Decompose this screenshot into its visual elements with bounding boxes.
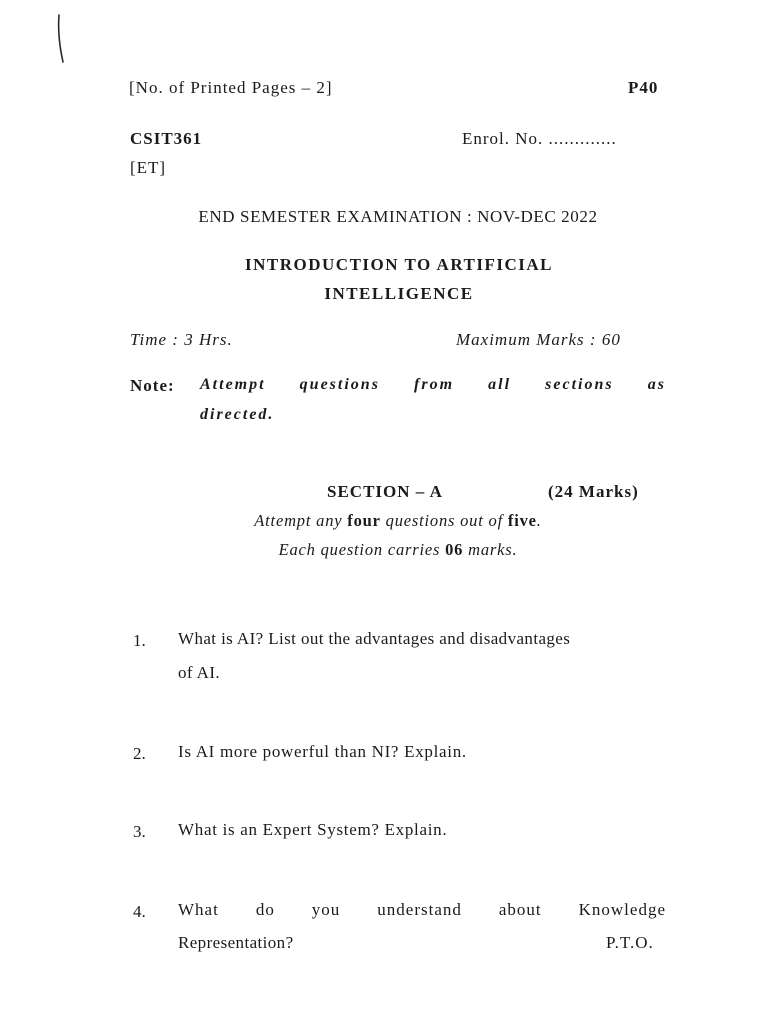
instr-bold: 06 (445, 540, 464, 559)
question-text (178, 900, 666, 920)
section-a-marks: (24 Marks) (548, 482, 639, 501)
note-label: Note: (130, 376, 175, 395)
note-word: all (488, 376, 512, 393)
question-word: about (498, 900, 542, 919)
section-a-instruction-1 (0, 511, 768, 531)
instr-text: . (536, 511, 542, 530)
enrol-number-label: Enrol. No. ............. (462, 129, 617, 148)
course-code: CSIT361 (130, 129, 203, 148)
instr-text: marks. (463, 540, 518, 559)
branch-label: [ET] (130, 158, 167, 177)
section-a-title: SECTION – A (327, 482, 443, 501)
instr-text: Attempt any (254, 511, 348, 530)
subject-title-line1: INTRODUCTION TO ARTIFICIAL (245, 255, 553, 274)
pto-label: P.T.O. (606, 933, 654, 952)
question-text: What is an Expert System? Explain. (178, 820, 448, 839)
exam-title: END SEMESTER EXAMINATION : NOV-DEC 2022 (198, 207, 598, 226)
pen-stroke-mark (56, 14, 66, 64)
question-word: Knowledge (578, 900, 666, 919)
question-text: Is AI more powerful than NI? Explain. (178, 742, 467, 761)
question-word: understand (377, 900, 462, 919)
max-marks-label: Maximum Marks : 60 (456, 330, 621, 349)
section-a-instruction-2 (0, 540, 768, 560)
note-word: from (414, 376, 455, 393)
time-label: Time : 3 Hrs. (130, 330, 233, 349)
subject-title-line2: INTELLIGENCE (324, 284, 474, 303)
question-word: do (255, 900, 275, 919)
question-text: of AI. (178, 663, 221, 682)
note-word: as (647, 376, 666, 393)
instr-bold: four (347, 511, 381, 530)
note-text-line2: directed. (200, 406, 275, 423)
note-word: questions (299, 376, 380, 393)
question-text: Representation? (178, 933, 294, 952)
instr-text: questions out of (380, 511, 508, 530)
question-number: 2. (133, 744, 146, 763)
printed-pages-label: [No. of Printed Pages – 2] (129, 78, 333, 97)
note-word: sections (545, 376, 614, 393)
note-word: Attempt (200, 376, 266, 393)
paper-code: P40 (628, 78, 659, 97)
question-text: What is AI? List out the advantages and disadvantages (178, 629, 571, 648)
question-word: you (311, 900, 341, 919)
question-word: What (178, 900, 219, 919)
instr-text: Each question carries (278, 540, 446, 559)
instr-bold: five (507, 511, 537, 530)
note-text-line1 (200, 376, 666, 394)
question-number: 1. (133, 631, 146, 650)
question-number: 3. (133, 822, 146, 841)
question-number: 4. (133, 902, 146, 921)
